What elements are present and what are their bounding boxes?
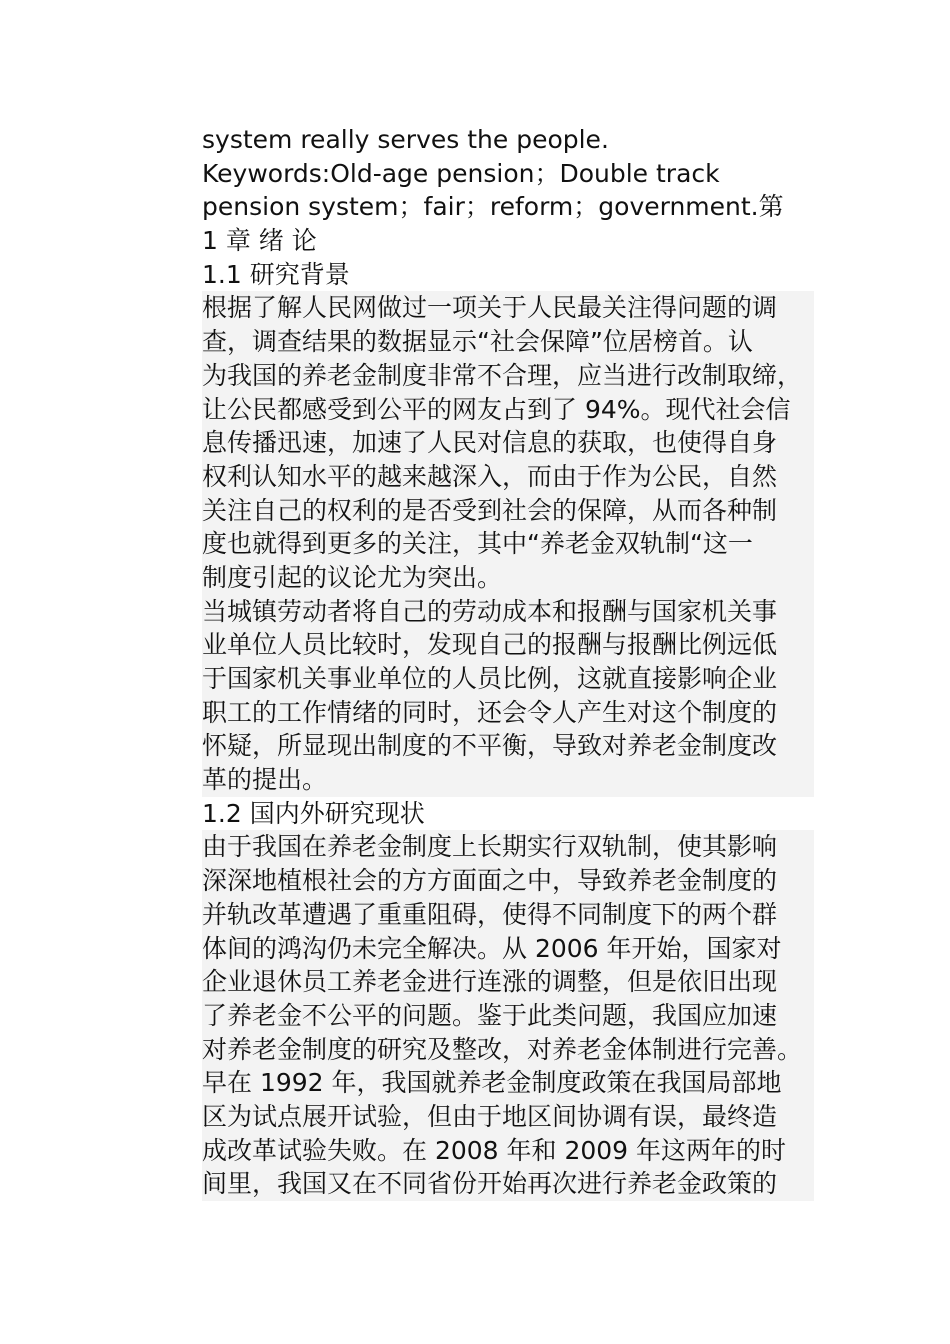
text-line: 区为试点展开试验，但由于地区间协调有误，最终造	[202, 1100, 814, 1134]
text-line: 当城镇劳动者将自己的劳动成本和报酬与国家机关事	[202, 595, 814, 629]
text-line: 了养老金不公平的问题。鉴于此类问题，我国应加速	[202, 999, 814, 1033]
text-line: 度也就得到更多的关注，其中“养老金双轨制“这一	[202, 527, 814, 561]
text-line: 权利认知水平的越来越深入，而由于作为公民，自然	[202, 460, 814, 494]
text-line: 深深地植根社会的方方面面之中，导致养老金制度的	[202, 864, 814, 898]
text-line: 职工的工作情绪的同时，还会令人产生对这个制度的	[202, 696, 814, 730]
text-line: 怀疑，所显现出制度的不平衡，导致对养老金制度改	[202, 729, 814, 763]
text-line: 革的提出。	[202, 763, 814, 797]
text-line: 对养老金制度的研究及整改，对养老金体制进行完善。	[202, 1033, 814, 1067]
text-line: 由于我国在养老金制度上长期实行双轨制，使其影响	[202, 830, 814, 864]
text-line: 让公民都感受到公平的网友占到了 94%。现代社会信	[202, 393, 814, 427]
text-line: 成改革试验失败。在 2008 年和 2009 年这两年的时	[202, 1134, 814, 1168]
text-line: 体间的鸿沟仍未完全解决。从 2006 年开始，国家对	[202, 932, 814, 966]
text-line: 业单位人员比较时，发现自己的报酬与报酬比例远低	[202, 628, 814, 662]
text-line: 制度引起的议论尤为突出。	[202, 561, 814, 595]
keywords-line: Keywords:Old-age pension；Double track	[202, 158, 720, 188]
section-heading: 1.1 研究背景	[202, 259, 350, 289]
text-line: 息传播迅速，加速了人民对信息的获取，也使得自身	[202, 426, 814, 460]
text-line: 于国家机关事业单位的人员比例，这就直接影响企业	[202, 662, 814, 696]
text-line: 为我国的养老金制度非常不合理，应当进行改制取缔，	[202, 359, 814, 393]
text-line: 早在 1992 年，我国就养老金制度政策在我国局部地	[202, 1066, 814, 1100]
document-body	[202, 123, 814, 1201]
text-line: 根据了解人民网做过一项关于人民最关注得问题的调	[202, 291, 814, 325]
section-heading: 1.2 国内外研究现状	[202, 798, 425, 828]
chapter-heading: 1 章 绪 论	[202, 226, 317, 256]
text-line: 并轨改革遭遇了重重阻碍，使得不同制度下的两个群	[202, 898, 814, 932]
text-line: 企业退休员工养老金进行连涨的调整，但是依旧出现	[202, 965, 814, 999]
text-line: system really serves the people.	[202, 125, 609, 154]
text-line: 查，调查结果的数据显示“社会保障”位居榜首。认	[202, 325, 814, 359]
keywords-line: pension system；fair；reform；government.第	[202, 192, 784, 222]
text-line: 间里，我国又在不同省份开始再次进行养老金政策的	[202, 1167, 814, 1201]
text-line: 关注自己的权利的是否受到社会的保障，从而各种制	[202, 494, 814, 528]
